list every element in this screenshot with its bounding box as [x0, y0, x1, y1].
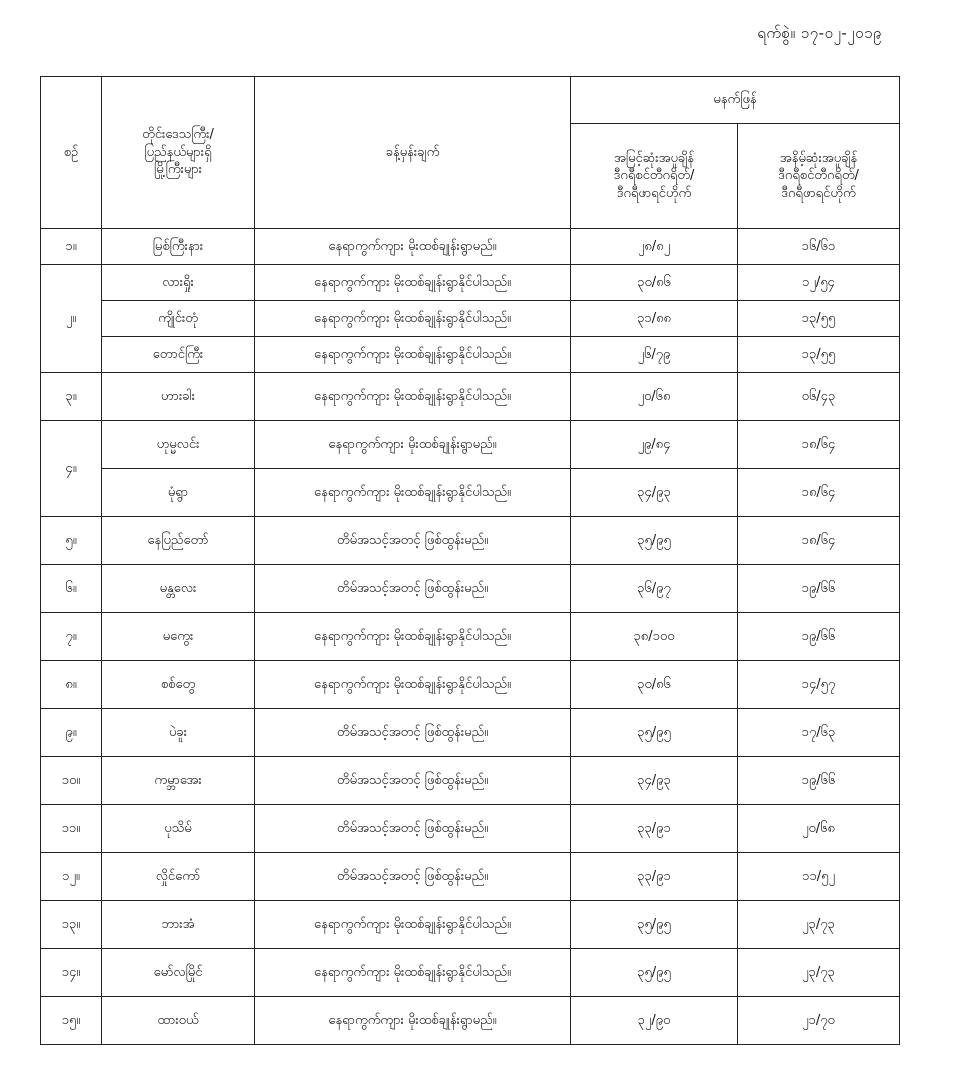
max-temp: ၃၅/၉၅ — [571, 901, 738, 949]
forecast-text: တိမ်အသင့်အတင့် ဖြစ်ထွန်းမည်။ — [255, 853, 571, 901]
header-region-line: ပြည်နယ်များရှိ — [144, 144, 212, 160]
table-row — [41, 853, 900, 901]
max-temp: ၂၈/၈၂ — [571, 229, 738, 265]
forecast-text: နေရာကွက်ကျား မိုးထစ်ချုန်းရွာနိုင်ပါသည်။ — [255, 901, 571, 949]
header-min-line: အနိမ့်ဆုံးအပူချိန် — [779, 150, 858, 166]
row-number: ၁၄။ — [41, 949, 102, 997]
city-name: ပဲခူး — [102, 709, 255, 757]
city-name: မန္တလေး — [102, 565, 255, 613]
max-temp: ၂၆/၇၉ — [571, 337, 738, 373]
max-temp: ၃၅/၉၅ — [571, 709, 738, 757]
max-temp: ၃၀/၈၆ — [571, 661, 738, 709]
min-temp: ၁၈/၆၄ — [738, 421, 900, 469]
max-temp: ၃၄/၉၃ — [571, 757, 738, 805]
header-min-temp — [738, 124, 900, 229]
city-name: ကျိုင်းတုံ — [102, 301, 255, 337]
min-temp: ၁၁/၅၂ — [738, 853, 900, 901]
weather-forecast-table — [40, 76, 900, 1045]
city-name: မုံရွာ — [102, 469, 255, 517]
forecast-text: နေရာကွက်ကျား မိုးထစ်ချုန်းရွာနိုင်ပါသည်။ — [255, 265, 571, 301]
row-number: ၉။ — [41, 709, 102, 757]
max-temp: ၃၄/၉၃ — [571, 469, 738, 517]
row-number: ၁၃။ — [41, 901, 102, 949]
max-temp: ၃၁/၈၈ — [571, 301, 738, 337]
forecast-text: နေရာကွက်ကျား မိုးထစ်ချုန်းရွာနိုင်ပါသည်။ — [255, 469, 571, 517]
header-min-line: ဒီဂရီစင်တီဂရိတ်/ — [778, 168, 859, 184]
row-number: ၆။ — [41, 565, 102, 613]
city-name: မြစ်ကြီးနား — [102, 229, 255, 265]
header-max-line: ဒီဂရီဖာရင်ဟိုက် — [616, 185, 692, 201]
table-row — [41, 613, 900, 661]
min-temp: ၁၆/၆၁ — [738, 229, 900, 265]
row-number: ၁၁။ — [41, 805, 102, 853]
max-temp: ၃၅/၉၅ — [571, 949, 738, 997]
forecast-body — [41, 229, 900, 1045]
min-temp: ၁၂/၅၄ — [738, 265, 900, 301]
max-temp: ၃၈/၁၀၀ — [571, 613, 738, 661]
min-temp: ၁၉/၆၆ — [738, 565, 900, 613]
min-temp: ၁၇/၆၃ — [738, 709, 900, 757]
header-temperature: မနက်ဖြန် — [571, 77, 900, 124]
min-temp: ၂၃/၇၃ — [738, 949, 900, 997]
header-region-line: မြို့ကြီးများ — [154, 162, 202, 178]
city-name: လားရှိုး — [102, 265, 255, 301]
forecast-text: နေရာကွက်ကျား မိုးထစ်ချုန်းရွာနိုင်ပါသည်။ — [255, 949, 571, 997]
max-temp: ၂၀/၆၈ — [571, 373, 738, 421]
table-row — [41, 901, 900, 949]
row-number: ၁၀။ — [41, 757, 102, 805]
table-row — [41, 709, 900, 757]
city-name: မော်လမြိုင် — [102, 949, 255, 997]
min-temp: ၁၃/၅၅ — [738, 337, 900, 373]
forecast-text: တိမ်အသင့်အတင့် ဖြစ်ထွန်းမည်။ — [255, 757, 571, 805]
header-max-line: အမြင့်ဆုံးအပူချိန် — [613, 150, 695, 166]
table-row — [41, 373, 900, 421]
header-no: စဉ် — [41, 77, 102, 229]
row-number: ၁၂။ — [41, 853, 102, 901]
forecast-text: တိမ်အသင့်အတင့် ဖြစ်ထွန်းမည်။ — [255, 709, 571, 757]
header-max-line: ဒီဂရီစင်တီဂရိတ်/ — [613, 168, 695, 184]
row-number: ၅။ — [41, 517, 102, 565]
table-row — [41, 421, 900, 469]
min-temp: ၂၀/၆၈ — [738, 805, 900, 853]
table-row — [41, 805, 900, 853]
min-temp: ၁၉/၆၆ — [738, 613, 900, 661]
table-row — [41, 661, 900, 709]
max-temp: ၃၃/၉၁ — [571, 853, 738, 901]
min-temp: ၁၈/၆၄ — [738, 469, 900, 517]
row-number: ၁။ — [41, 229, 102, 265]
city-name: ကမ္ဘာအေး — [102, 757, 255, 805]
min-temp: ၀၆/၄၃ — [738, 373, 900, 421]
row-number: ၄။ — [41, 421, 102, 517]
min-temp: ၂၃/၇၃ — [738, 901, 900, 949]
header-region — [102, 77, 255, 229]
table-row — [41, 337, 900, 373]
min-temp: ၂၁/၇၀ — [738, 997, 900, 1045]
max-temp: ၃၂/၉၀ — [571, 997, 738, 1045]
city-name: ဟုမ္မလင်း — [102, 421, 255, 469]
city-name: တောင်ကြီး — [102, 337, 255, 373]
table-row — [41, 997, 900, 1045]
table-row — [41, 301, 900, 337]
city-name: ထားဝယ် — [102, 997, 255, 1045]
report-date: ရက်စွဲ။ ၁၇-၀၂-၂၀၁၉ — [757, 24, 882, 42]
table-row — [41, 229, 900, 265]
city-name: ဘားအံ — [102, 901, 255, 949]
max-temp: ၃၀/၈၆ — [571, 265, 738, 301]
max-temp: ၃၃/၉၁ — [571, 805, 738, 853]
forecast-text: နေရာကွက်ကျား မိုးထစ်ချုန်းရွာမည်။ — [255, 229, 571, 265]
header-max-temp — [571, 124, 738, 229]
min-temp: ၁၃/၅၅ — [738, 301, 900, 337]
min-temp: ၁၄/၅၇ — [738, 661, 900, 709]
forecast-text: နေရာကွက်ကျား မိုးထစ်ချုန်းရွာမည်။ — [255, 997, 571, 1045]
table-row — [41, 565, 900, 613]
row-number: ၁၅။ — [41, 997, 102, 1045]
forecast-text: တိမ်အသင့်အတင့် ဖြစ်ထွန်းမည်။ — [255, 565, 571, 613]
forecast-text: တိမ်အသင့်အတင့် ဖြစ်ထွန်းမည်။ — [255, 805, 571, 853]
table-row — [41, 517, 900, 565]
max-temp: ၃၅/၉၅ — [571, 517, 738, 565]
header-region-line: တိုင်းဒေသကြီး/ — [142, 127, 214, 143]
city-name: စစ်တွေ — [102, 661, 255, 709]
min-temp: ၁၈/၆၄ — [738, 517, 900, 565]
forecast-text: နေရာကွက်ကျား မိုးထစ်ချုန်းရွာနိုင်ပါသည်။ — [255, 373, 571, 421]
row-number: ၈။ — [41, 661, 102, 709]
city-name: မကွေး — [102, 613, 255, 661]
table-row — [41, 469, 900, 517]
forecast-text: နေရာကွက်ကျား မိုးထစ်ချုန်းရွာနိုင်ပါသည်။ — [255, 661, 571, 709]
table-row — [41, 265, 900, 301]
table-row — [41, 949, 900, 997]
header-forecast: ခန့်မှန်းချက် — [255, 77, 571, 229]
row-number: ၃။ — [41, 373, 102, 421]
table-row — [41, 757, 900, 805]
forecast-text: နေရာကွက်ကျား မိုးထစ်ချုန်းရွာနိုင်ပါသည်။ — [255, 613, 571, 661]
forecast-text: တိမ်အသင့်အတင့် ဖြစ်ထွန်းမည်။ — [255, 517, 571, 565]
city-name: ပုသိမ် — [102, 805, 255, 853]
forecast-text: နေရာကွက်ကျား မိုးထစ်ချုန်းရွာနိုင်ပါသည်။ — [255, 301, 571, 337]
forecast-text: နေရာကွက်ကျား မိုးထစ်ချုန်းရွာမည်။ — [255, 421, 571, 469]
header-min-line: ဒီဂရီဖာရင်ဟိုက် — [781, 185, 856, 201]
city-name: လှိုင်ကော် — [102, 853, 255, 901]
max-temp: ၂၉/၈၄ — [571, 421, 738, 469]
min-temp: ၁၉/၆၆ — [738, 757, 900, 805]
max-temp: ၃၆/၉၇ — [571, 565, 738, 613]
row-number: ၇။ — [41, 613, 102, 661]
row-number: ၂။ — [41, 265, 102, 373]
city-name: နေပြည်တော် — [102, 517, 255, 565]
city-name: ဟားခါး — [102, 373, 255, 421]
forecast-text: နေရာကွက်ကျား မိုးထစ်ချုန်းရွာနိုင်ပါသည်။ — [255, 337, 571, 373]
